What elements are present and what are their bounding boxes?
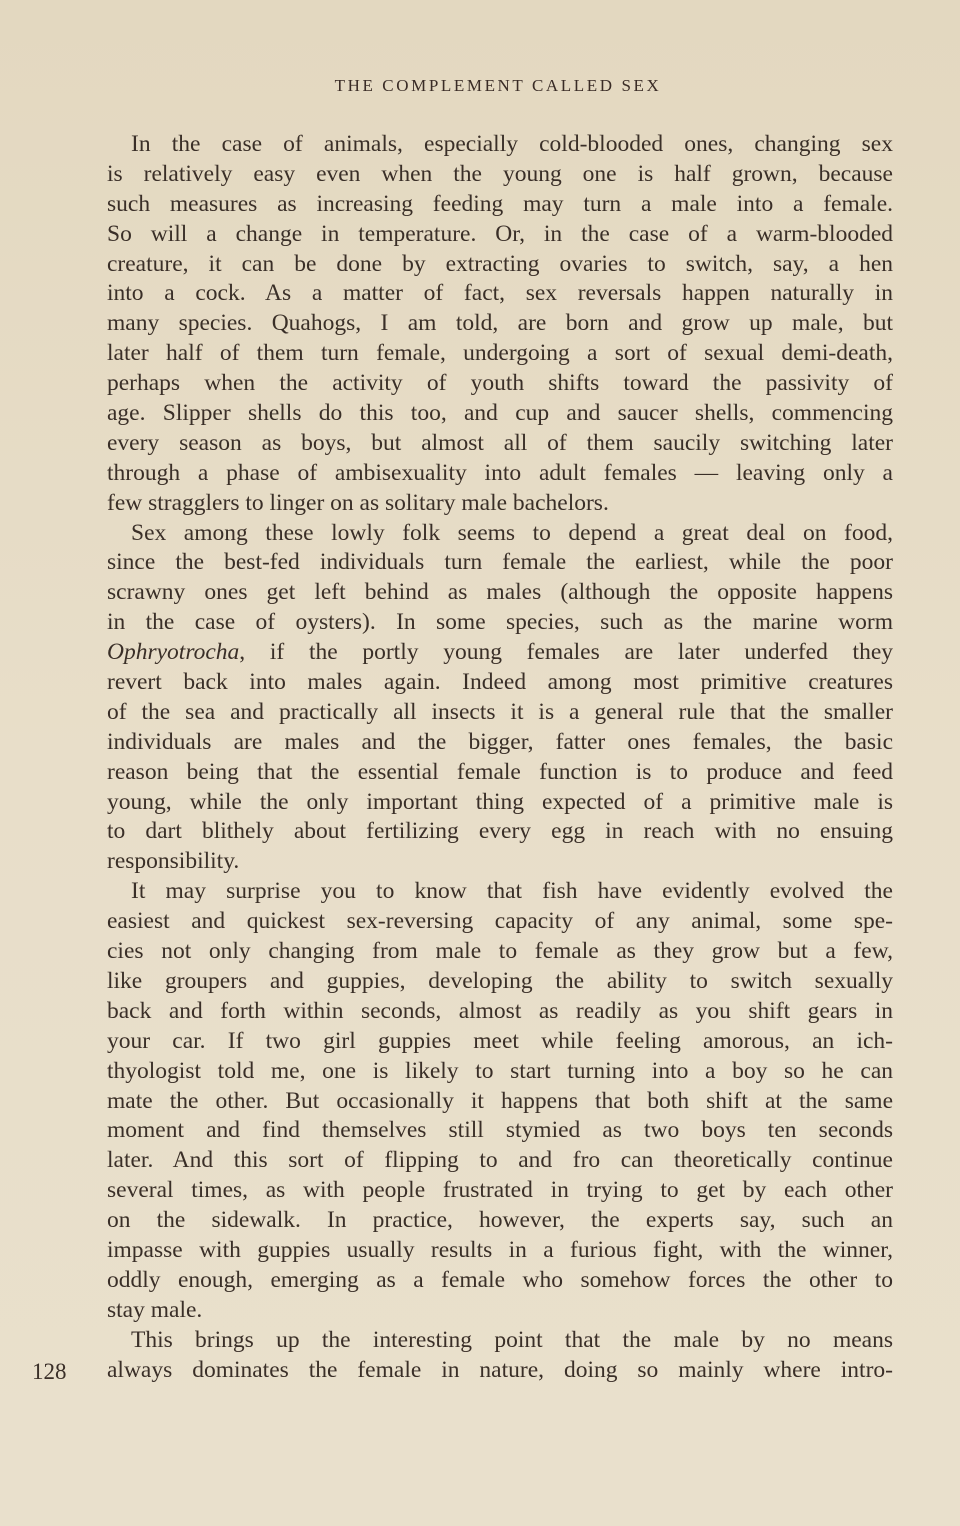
line-text: easiest and quickest sex-reversing capacity of any animal, some spe- bbox=[107, 908, 893, 935]
line-text: creature, it can be done by extracting ovaries to switch, say, a hen bbox=[107, 250, 893, 277]
page-number: 128 bbox=[32, 1359, 67, 1384]
text-line bbox=[107, 519, 893, 549]
text-line bbox=[107, 1176, 893, 1206]
text-line bbox=[107, 1326, 893, 1356]
text-line bbox=[107, 399, 893, 429]
line-text: into a cock. As a matter of fact, sex reversals happen naturally in bbox=[107, 280, 893, 307]
line-text: stay male. bbox=[107, 1296, 203, 1323]
text-line bbox=[107, 728, 893, 758]
line-text: of the sea and practically all insects it is a general rule that the smaller bbox=[107, 698, 893, 725]
line-text: cies not only changing from male to female as they grow but a few, bbox=[107, 938, 893, 965]
text-line bbox=[107, 279, 893, 309]
line-text: in the case of oysters). In some species, such as the marine worm bbox=[107, 609, 893, 636]
text-line bbox=[107, 1116, 893, 1146]
line-text: responsibility. bbox=[107, 848, 240, 875]
line-text: young, while the only important thing expected of a primitive male is bbox=[107, 788, 893, 815]
text-line bbox=[107, 638, 893, 668]
text-line bbox=[107, 130, 893, 160]
text-line bbox=[107, 548, 893, 578]
text-line bbox=[107, 459, 893, 489]
italic-term: Ophryotrocha bbox=[107, 639, 240, 666]
text-line bbox=[107, 1206, 893, 1236]
text-line bbox=[107, 937, 893, 967]
text-line bbox=[107, 1356, 893, 1386]
text-line bbox=[107, 997, 893, 1027]
text-line bbox=[107, 877, 893, 907]
line-text: every season as boys, but almost all of them saucily switching later bbox=[107, 429, 893, 456]
text-line bbox=[107, 1087, 893, 1117]
line-text: Sex among these lowly folk seems to depend a great deal on food, bbox=[131, 519, 893, 546]
line-text: later. And this sort of flipping to and fro can theoretically continue bbox=[107, 1147, 893, 1174]
text-line bbox=[107, 1146, 893, 1176]
text-line bbox=[107, 817, 893, 847]
line-text: is relatively easy even when the young one is half grown, because bbox=[107, 160, 893, 187]
line-text: It may surprise you to know that fish have evidently evolved the bbox=[131, 878, 893, 905]
text-line bbox=[107, 1296, 893, 1326]
line-text: your car. If two girl guppies meet while feeling amorous, an ich- bbox=[107, 1027, 893, 1054]
text-line bbox=[107, 160, 893, 190]
text-line bbox=[107, 1266, 893, 1296]
text-line bbox=[107, 698, 893, 728]
text-line bbox=[107, 907, 893, 937]
line-text: later half of them turn female, undergoing a sort of sexual demi-death, bbox=[107, 340, 893, 367]
line-text: like groupers and guppies, developing the ability to switch sexually bbox=[107, 967, 893, 994]
line-text: moment and find themselves still stymied as two boys ten seconds bbox=[107, 1117, 893, 1144]
line-text: individuals are males and the bigger, fatter ones females, the basic bbox=[107, 728, 893, 755]
text-line bbox=[107, 578, 893, 608]
text-line bbox=[107, 339, 893, 369]
line-text: on the sidewalk. In practice, however, the experts say, such an bbox=[107, 1207, 893, 1234]
text-line bbox=[107, 429, 893, 459]
line-text: back and forth within seconds, almost as readily as you shift gears in bbox=[107, 997, 893, 1024]
line-text: several times, as with people frustrated in trying to get by each other bbox=[107, 1177, 893, 1204]
line-text: So will a change in temperature. Or, in the case of a warm-blooded bbox=[107, 220, 893, 247]
line-text: since the best-fed individuals turn female the earliest, while the poor bbox=[107, 549, 893, 576]
text-line bbox=[107, 220, 893, 250]
line-text: to dart blithely about fertilizing every egg in reach with no ensuing bbox=[107, 818, 893, 845]
line-text: age. Slipper shells do this too, and cup and saucer shells, commencing bbox=[107, 400, 893, 427]
text-line bbox=[107, 967, 893, 997]
text-line bbox=[107, 309, 893, 339]
line-text: always dominates the female in nature, doing so mainly where intro- bbox=[107, 1356, 893, 1383]
text-line bbox=[107, 190, 893, 220]
line-text: This brings up the interesting point that the male by no means bbox=[131, 1326, 893, 1353]
line-text: scrawny ones get left behind as males (although the opposite happens bbox=[107, 579, 893, 606]
line-text: revert back into males again. Indeed among most primitive creatures bbox=[107, 669, 893, 696]
text-line bbox=[107, 369, 893, 399]
text-line bbox=[107, 608, 893, 638]
text-line bbox=[107, 668, 893, 698]
line-text: few stragglers to linger on as solitary male bachelors. bbox=[107, 489, 609, 516]
text-line bbox=[107, 758, 893, 788]
line-text: such measures as increasing feeding may turn a male into a female. bbox=[107, 190, 893, 217]
text-line bbox=[107, 250, 893, 280]
text-line bbox=[107, 1236, 893, 1266]
line-text: through a phase of ambisexuality into adult females — leaving only a bbox=[107, 459, 893, 486]
text-line bbox=[107, 788, 893, 818]
running-head: THE COMPLEMENT CALLED SEX bbox=[334, 76, 662, 95]
line-text: mate the other. But occasionally it happens that both shift at the same bbox=[107, 1087, 893, 1114]
line-text: In the case of animals, especially cold-blooded ones, changing sex bbox=[131, 131, 893, 157]
text-line bbox=[107, 1027, 893, 1057]
line-text: thyologist told me, one is likely to start turning into a boy so he can bbox=[107, 1057, 893, 1084]
body-text bbox=[107, 130, 893, 1385]
line-text: perhaps when the activity of youth shifts toward the passivity of bbox=[107, 370, 893, 397]
text-line bbox=[107, 847, 893, 877]
line-text: many species. Quahogs, I am told, are born and grow up male, but bbox=[107, 310, 893, 337]
text-line bbox=[107, 489, 893, 519]
line-text: impasse with guppies usually results in a furious fight, with the winner, bbox=[107, 1236, 893, 1263]
line-text: reason being that the essential female function is to produce and feed bbox=[107, 758, 893, 785]
text-line bbox=[107, 1057, 893, 1087]
line-text: oddly enough, emerging as a female who somehow forces the other to bbox=[107, 1266, 893, 1293]
line-text: , if the portly young females are later underfed they bbox=[239, 639, 893, 666]
